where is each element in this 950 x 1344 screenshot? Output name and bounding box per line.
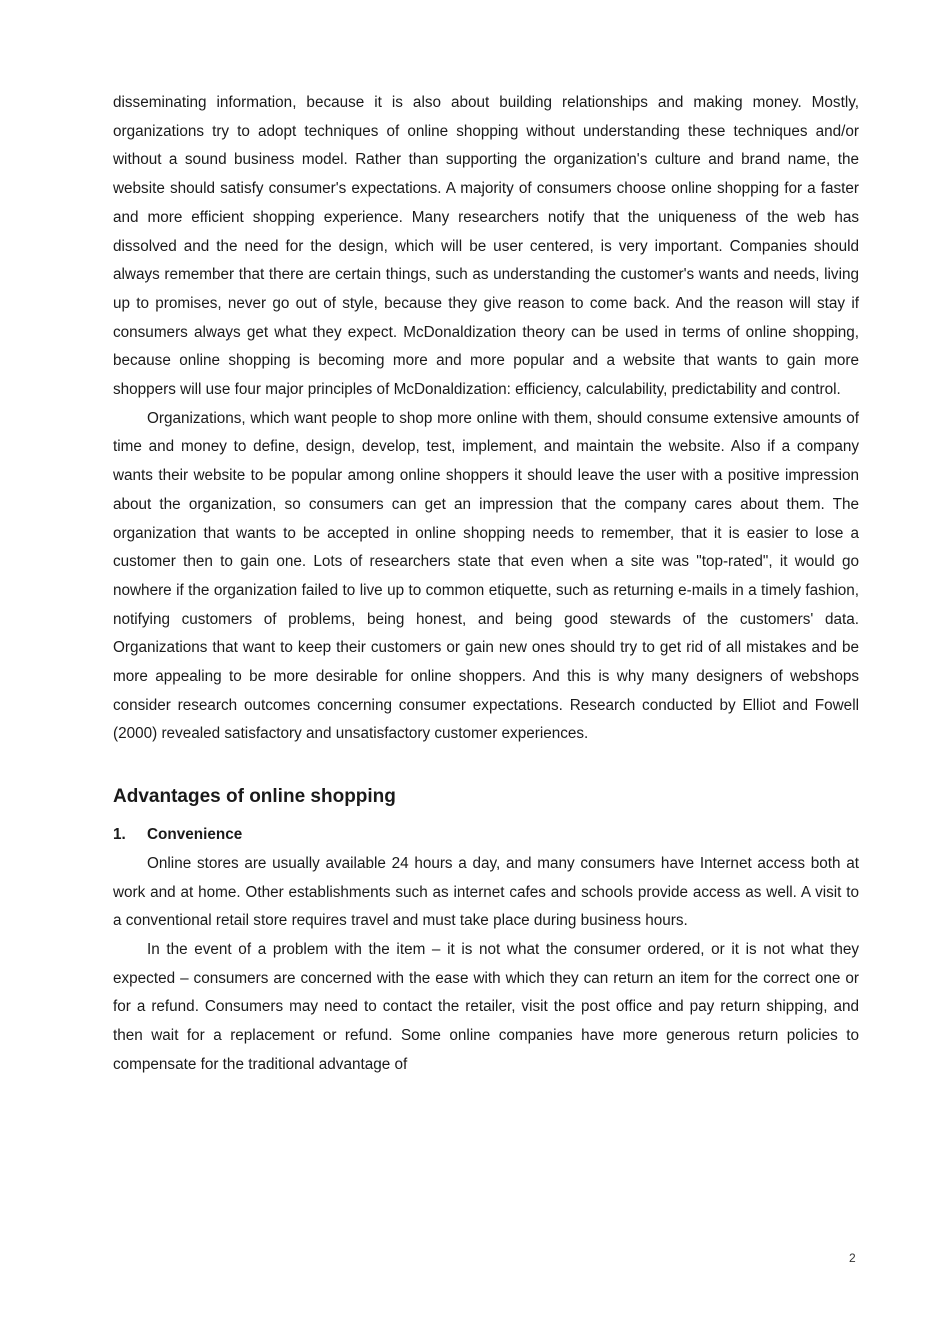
subsection-title: Convenience	[147, 826, 243, 844]
body-paragraph: Online stores are usually available 24 hours a day, and many consumers have Internet access both at work and at home. Other establishments such as internet cafes and schools provide access as well. A visit to a conventional retail store requires travel and must take place during business hours.	[113, 854, 859, 930]
subsection-number: 1.	[113, 826, 126, 844]
body-paragraph: In the event of a problem with the item – it is not what the consumer ordered, or it is not what they expected – consumers are concerned with the ease with which they can return an item for the correct one or for a refund. Consumers may need to contact the retailer, visit the post office and pay return shipping, and then wait for a replacement or refund. Some online companies have more generous return policies to compensate for the traditional advantage of	[113, 940, 859, 1073]
document-page	[113, 89, 859, 1080]
body-paragraph: Organizations, which want people to shop more online with them, should consume extensive amounts of time and money to define, design, develop, test, implement, and maintain the website. Also if a company wants their website to be popular among online shoppers it should leave the user with a positive impression about the organization, so consumers can get an impression that the company cares about them. The organization that wants to be accepted in online shopping needs to remember, that it is easier to lose a customer then to gain one. Lots of researchers state that even when a site was "top-rated", it would go nowhere if the organization failed to live up to common etiquette, such as returning e-mails in a timely fashion, notifying customers of problems, being honest, and being good stewards of the customers' data. Organizations that want to keep their customers or gain new ones should try to get rid of all mistakes and be more appealing to be more desirable for online shoppers. And this is why many designers of webshops consider research outcomes concerning consumer expectations. Research conducted by Elliot and Fowell (2000) revealed satisfactory and unsatisfactory customer experiences.	[113, 409, 859, 743]
subsection-heading	[113, 821, 859, 850]
body-paragraph: disseminating information, because it is also about building relationships and making money. Mostly, organizations try to adopt techniques of online shopping without understanding these techniques and/or without a sound business model. Rather than supporting the organization's culture and brand name, the website should satisfy consumer's expectations. A majority of consumers choose online shopping for a faster and more efficient shopping experience. Many researchers notify that the uniqueness of the web has dissolved and the need for the design, which will be user centered, is very important. Companies should always remember that there are certain things, such as understanding the customer's wants and needs, living up to promises, never go out of style, because they give reason to come back. And the reason will stay if consumers always get what they expect. McDonaldization theory can be used in terms of online shopping, because online shopping is becoming more and more popular and a website that wants to gain more shoppers will use four major principles of McDonaldization: efficiency, calculability, predictability and control.	[113, 94, 859, 399]
page-number: 2	[849, 1251, 856, 1265]
section-heading: Advantages of online shopping	[113, 786, 396, 808]
